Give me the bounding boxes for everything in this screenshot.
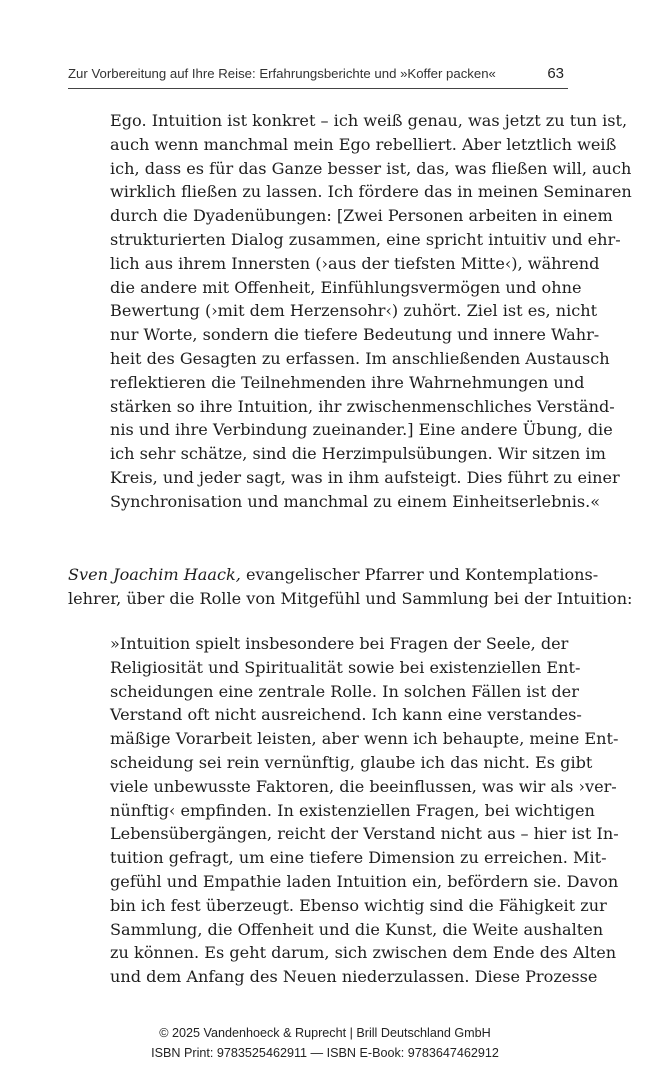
- text-line: strukturierten Dialog zusammen, eine spricht intuitiv und ehr-: [110, 229, 621, 249]
- text-line: Bewertung (›mit dem Herzensohr‹) zuhört. Ziel ist es, nicht: [110, 301, 598, 321]
- text-line: Religiosität und Spiritualität sowie bei existenziellen Ent-: [110, 657, 581, 677]
- text-line: heit des Gesagten zu erfassen. Im anschließenden Austausch: [110, 348, 610, 368]
- copyright-line: © 2025 Vandenhoeck & Ruprecht | Brill Deutschland GmbH: [159, 1026, 491, 1040]
- text-line: mäßige Vorarbeit leisten, aber wenn ich behaupte, meine Ent-: [110, 729, 619, 749]
- text-line: durch die Dyadenübungen: [Zwei Personen arbeiten in einem: [110, 206, 613, 226]
- text-line: nis und ihre Verbindung zueinander.] Eine andere Übung, die: [110, 420, 613, 440]
- text-line: die andere mit Offenheit, Einfühlungsvermögen und ohne: [110, 277, 582, 297]
- text-line: viele unbewusste Faktoren, die beeinflussen, was wir als ›ver-: [110, 776, 617, 796]
- text-line: »Intuition spielt insbesondere bei Fragen der Seele, der: [110, 634, 569, 653]
- page-number: 63: [547, 65, 564, 82]
- intro-line-1: [68, 563, 599, 587]
- text-line: scheidung sei rein vernünftig, glaube ich das nicht. Es gibt: [110, 752, 593, 772]
- text-line: zu können. Es geht darum, sich zwischen dem Ende des Alten: [110, 943, 617, 963]
- text-line: ich, dass es für das Ganze besser ist, das, was fließen will, auch: [110, 158, 632, 178]
- text-line: Verstand oft nicht ausreichend. Ich kann eine verstandes-: [110, 705, 582, 725]
- isbn-line: ISBN Print: 9783525462911 — ISBN E-Book: 9783647462912: [151, 1046, 499, 1060]
- text-line: tuition gefragt, um eine tiefere Dimension zu erreichen. Mit-: [110, 848, 607, 868]
- speaker-name: Sven Joachim Haack,: [68, 565, 241, 584]
- text-line: gefühl und Empathie laden Intuition ein, befördern sie. Davon: [110, 871, 619, 891]
- text-line: ich sehr schätze, sind die Herzimpulsübungen. Wir sitzen im: [110, 444, 606, 464]
- running-header: [68, 62, 568, 89]
- text-line: Sammlung, die Offenheit und die Kunst, die Weite aushalten: [110, 919, 604, 939]
- text-line: Synchronisation und manchmal zu einem Einheitserlebnis.«: [110, 491, 601, 511]
- text-line: Kreis, und jeder sagt, was in ihm aufsteigt. Dies führt zu einer: [110, 467, 620, 487]
- text-line: stärken so ihre Intuition, ihr zwischenmenschliches Verständ-: [110, 396, 615, 416]
- text-line: Ego. Intuition ist konkret – ich weiß genau, was jetzt zu tun ist,: [110, 111, 628, 130]
- intro-line-2: lehrer, über die Rolle von Mitgefühl und Sammlung bei der Intuition:: [68, 588, 633, 608]
- intro-line-1-rest: evangelischer Pfarrer und Kontemplations-: [240, 565, 599, 584]
- speaker-intro: [68, 563, 633, 611]
- text-line: reflektieren die Teilnehmenden ihre Wahrnehmungen und: [110, 372, 585, 392]
- text-line: scheidungen eine zentrale Rolle. In solchen Fällen ist der: [110, 681, 579, 701]
- text-line: bin ich fest überzeugt. Ebenso wichtig sind die Fähigkeit zur: [110, 895, 607, 915]
- text-line: auch wenn manchmal mein Ego rebelliert. Aber letztlich weiß: [110, 134, 617, 154]
- text-line: lich aus ihrem Innersten (›aus der tiefsten Mitte‹), während: [110, 253, 600, 273]
- text-line: wirklich fließen zu lassen. Ich fördere das in meinen Seminaren: [110, 182, 632, 202]
- running-title: Zur Vorbereitung auf Ihre Reise: Erfahrungsberichte und »Koffer packen«: [68, 66, 496, 81]
- quote-block-2: [110, 632, 619, 989]
- text-line: nur Worte, sondern die tiefere Bedeutung und innere Wahr-: [110, 325, 600, 345]
- text-line: und dem Anfang des Neuen niederzulassen. Diese Prozesse: [110, 967, 598, 987]
- text-line: nünftig‹ empfinden. In existenziellen Fragen, bei wichtigen: [110, 800, 595, 820]
- quote-block-1: [110, 109, 632, 514]
- text-line: Lebensübergängen, reicht der Verstand nicht aus – hier ist In-: [110, 824, 619, 844]
